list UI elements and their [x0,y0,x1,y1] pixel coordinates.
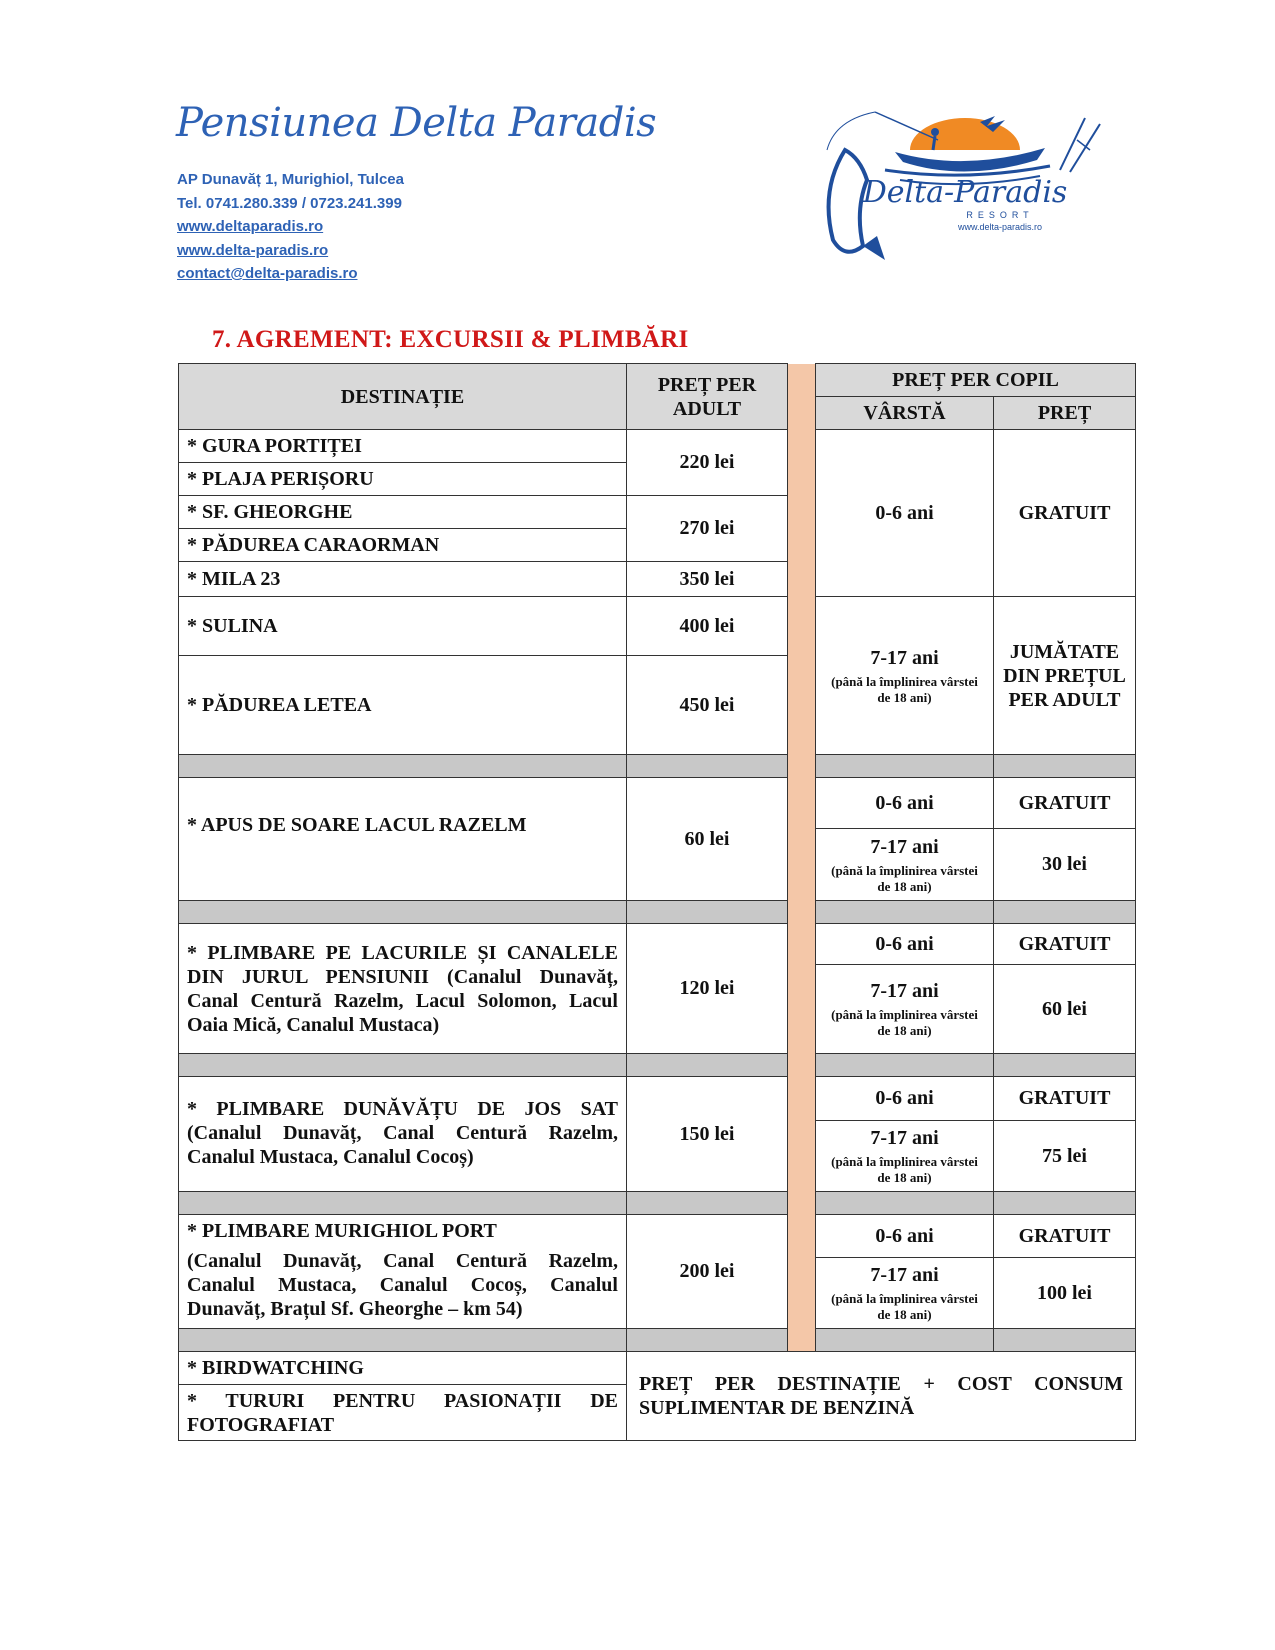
separator-column [788,1215,816,1329]
adult-price-cell: 120 lei [627,924,788,1054]
child-age-range: 7-17 ani [870,835,939,858]
child-age-cell: 0-6 ani [816,1215,994,1258]
destination-title: * PLIMBARE MURIGHIOL PORT [187,1220,497,1242]
child-age-note: (până la împlinirea vârstei de 18 ani) [831,673,978,705]
child-age-cell [816,965,994,1054]
destination-cell: * SF. GHEORGHE [179,496,627,529]
destination-details: (Canalul Dunavăț, Canal Centură Razelm, Canalul Mustaca, Canalul Cocoș, Canalul Dunavăț, Brațul Sf. Gheorghe – km 54) [187,1250,618,1320]
destination-cell: * PLIMBARE PE LACURILE ȘI CANALELE DIN JURUL PENSIUNII (Canalul Dunavăț, Canal Centură Razelm, Lacul Solomon, Lacul Oaia Mică, Canalul Mustaca) [179,924,627,1054]
child-price-cell: GRATUIT [994,778,1136,829]
address: AP Dunavăț 1, Murighiol, Tulcea [177,171,404,188]
header-age: VÂRSTĂ [816,397,994,430]
child-age-cell: 0-6 ani [816,778,994,829]
child-price-cell: GRATUIT [994,924,1136,965]
destination-cell: * BIRDWATCHING [179,1352,627,1385]
pension-name: Pensiunea Delta Paradis [176,100,657,146]
child-age-cell: 0-6 ani [816,430,994,597]
section-title: 7. AGREMENT: EXCURSII & PLIMBĂRI [212,326,689,353]
price-table [178,363,1136,1441]
adult-price-cell: 60 lei [627,778,788,901]
child-price-cell: 30 lei [994,829,1136,901]
adult-price-cell: 270 lei [627,496,788,562]
fish-icon [829,150,867,252]
destination-cell [179,1215,627,1329]
destination-cell: * GURA PORTIȚEI [179,430,627,463]
logo-url: www.delta-paradis.ro [957,222,1043,232]
header-destination: DESTINAȚIE [179,364,627,430]
child-age-note: (până la împlinirea vârstei de 18 ani) [831,1007,978,1038]
logo-tagline: RESORT [966,210,1034,220]
spacer-row [179,1054,1136,1077]
destination-cell: * MILA 23 [179,562,627,597]
destination-cell: * PĂDUREA CARAORMAN [179,529,627,562]
child-age-note: (până la împlinirea vârstei de 18 ani) [831,1291,978,1322]
logo-brand: Delta-Paradis [862,175,1068,210]
adult-price-cell: 450 lei [627,656,788,755]
adult-price-cell: 400 lei [627,597,788,656]
adult-price-cell: 150 lei [627,1077,788,1192]
child-age-cell: 0-6 ani [816,924,994,965]
child-age-range: 7-17 ani [870,980,939,1002]
boat-shape [895,148,1045,172]
destination-cell: * SULINA [179,597,627,656]
child-price-cell: GRATUIT [994,1215,1136,1258]
spacer-row [179,901,1136,924]
child-price-cell: JUMĂTATE DIN PREȚUL PER ADULT [994,597,1136,755]
child-price-cell: 100 lei [994,1258,1136,1329]
spacer-row [179,1192,1136,1215]
separator-column [788,924,816,1054]
resort-logo [815,110,1105,270]
website-link-2[interactable]: www.delta-paradis.ro [177,241,329,259]
adult-price-cell: 350 lei [627,562,788,597]
separator-column [788,778,816,901]
child-age-range: 7-17 ani [870,1127,939,1149]
header-price: PREȚ [994,397,1136,430]
child-age-cell [816,829,994,901]
child-age-cell [816,1258,994,1329]
destination-cell: * PĂDUREA LETEA [179,656,627,755]
header-adult-price: PREȚ PER ADULT [627,364,788,430]
child-age-range: 7-17 ani [870,1264,939,1286]
destination-cell: * APUS DE SOARE LACUL RAZELM [179,778,627,901]
phone: Tel. 0741.280.339 / 0723.241.399 [177,194,402,212]
child-age-cell [816,1121,994,1192]
child-age-cell: 0-6 ani [816,1077,994,1121]
separator-column [788,656,816,755]
destination-cell: * PLIMBARE DUNĂVĂȚU DE JOS SAT (Canalul Dunavăț, Canal Centură Razelm, Canalul Mustaca, Canalul Cocoș) [179,1077,627,1192]
website-link-1[interactable]: www.deltaparadis.ro [177,218,324,235]
child-age-range: 7-17 ani [870,646,939,669]
adult-price-cell: 220 lei [627,430,788,496]
separator-column [788,1077,816,1192]
header-child-price: PREȚ PER COPIL [816,364,1136,397]
contact-block [177,168,404,286]
child-price-cell: GRATUIT [994,430,1136,597]
spacer-row [179,755,1136,778]
adult-price-cell: 200 lei [627,1215,788,1329]
sun-shape [910,118,1020,150]
child-price-cell: 75 lei [994,1121,1136,1192]
child-age-note: (până la împlinirea vârstei de 18 ani) [831,862,978,894]
destination-cell: * TURURI PENTRU PASIONAȚII DE FOTOGRAFIAT [179,1385,627,1441]
child-age-note: (până la împlinirea vârstei de 18 ani) [831,1154,978,1185]
spacer-row [179,1329,1136,1352]
child-age-cell [816,597,994,755]
email-link[interactable]: contact@delta-paradis.ro [177,265,358,282]
child-price-cell: 60 lei [994,965,1136,1054]
child-price-cell: GRATUIT [994,1077,1136,1121]
extras-price-note: PREȚ PER DESTINAȚIE + COST CONSUM SUPLIMENTAR DE BENZINĂ [627,1352,1136,1441]
destination-cell: * PLAJA PERIȘORU [179,463,627,496]
separator-column [788,364,816,656]
